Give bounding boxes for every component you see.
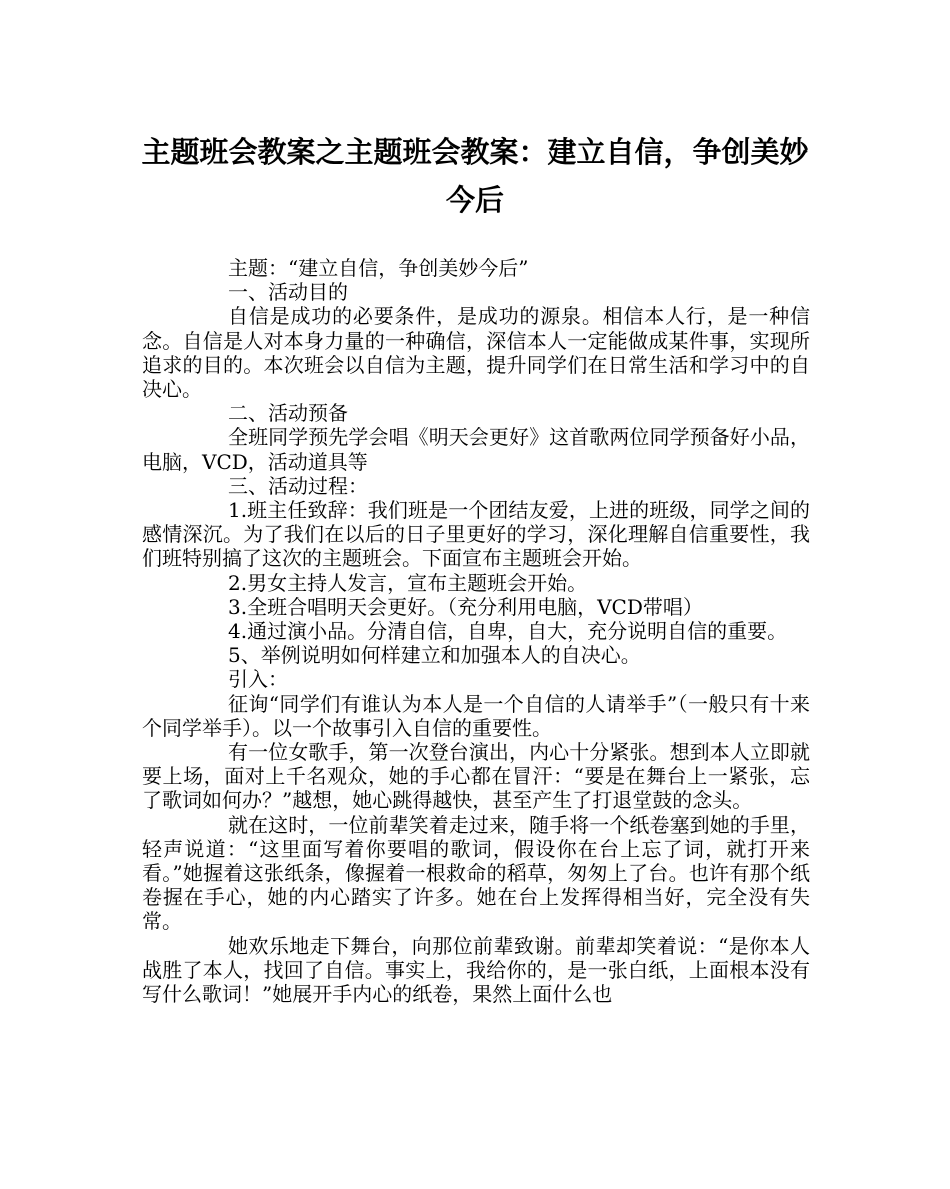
- paragraph-theme: 主题：“建立自信，争创美妙今后”: [228, 256, 529, 280]
- paragraph-story-2: 就在这时，一位前辈笑着走过来，随手将一个纸卷塞到她的手里，轻声说道：“这里面写着你要唱的歌词，假设你在台上忘了词，就打开来看。”她握着这张纸条，像握着一根救命的稻草，匆匆上了台。也许有那个纸卷握在手心，她的内心踏实了许多。她在台上发挥得相当好，完全没有失常。: [142, 812, 810, 934]
- heading-activity-purpose: 一、活动目的: [228, 280, 348, 305]
- paragraph-purpose: 自信是成功的必要条件，是成功的源泉。相信本人行，是一种信念。自信是人对本身力量的一种确信，深信本人一定能做成某件事，实现所追求的目的。本次班会以自信为主题，提升同学们在日常生活和学习中的自决心。: [142, 304, 810, 402]
- paragraph-introduction-label: 引入：: [228, 667, 288, 692]
- paragraph-step-3: 3.全班合唱明天会更好。（充分利用电脑，VCD带唱）: [228, 594, 703, 619]
- paragraph-preparation: 全班同学预先学会唱《明天会更好》这首歌两位同学预备好小品，电脑，VCD，活动道具等: [142, 425, 810, 474]
- paragraph-step-5: 5、举例说明如何样建立和加强本人的自决心。: [228, 643, 641, 668]
- paragraph-inquiry: 征询“同学们有谁认为本人是一个自信的人请举手”（一般只有十来个同学举手）。以一个故事引入自信的重要性。: [142, 691, 810, 740]
- heading-activity-preparation: 二、活动预备: [228, 401, 348, 426]
- document-title: 主题班会教案之主题班会教案：建立自信，争创美妙今后: [141, 135, 809, 217]
- paragraph-step-4: 4.通过演小品。分清自信，自卑，自大，充分说明自信的重要。: [228, 619, 788, 644]
- paragraph-step-1: 1.班主任致辞：我们班是一个团结友爱，上进的班级，同学之间的感情深沉。为了我们在以后的日子里更好的学习，深化理解自信重要性，我们班特别搞了这次的主题班会。下面宣布主题班会开始。: [142, 498, 810, 571]
- document-body: [142, 256, 810, 1006]
- paragraph-story-1: 有一位女歌手，第一次登台演出，内心十分紧张。想到本人立即就要上场，面对上千名观众，她的手心都在冒汗：“要是在舞台上一紧张，忘了歌词如何办？”越想，她心跳得越快，甚至产生了打退堂鼓的念头。: [142, 740, 810, 813]
- heading-activity-process: 三、活动过程：: [228, 473, 368, 498]
- paragraph-step-2: 2.男女主持人发言，宣布主题班会开始。: [228, 570, 588, 595]
- paragraph-story-3: 她欢乐地走下舞台，向那位前辈致谢。前辈却笑着说：“是你本人战胜了本人，找回了自信。事实上，我给你的，是一张白纸，上面根本没有写什么歌词！”她展开手内心的纸卷，果然上面什么也: [142, 933, 810, 1007]
